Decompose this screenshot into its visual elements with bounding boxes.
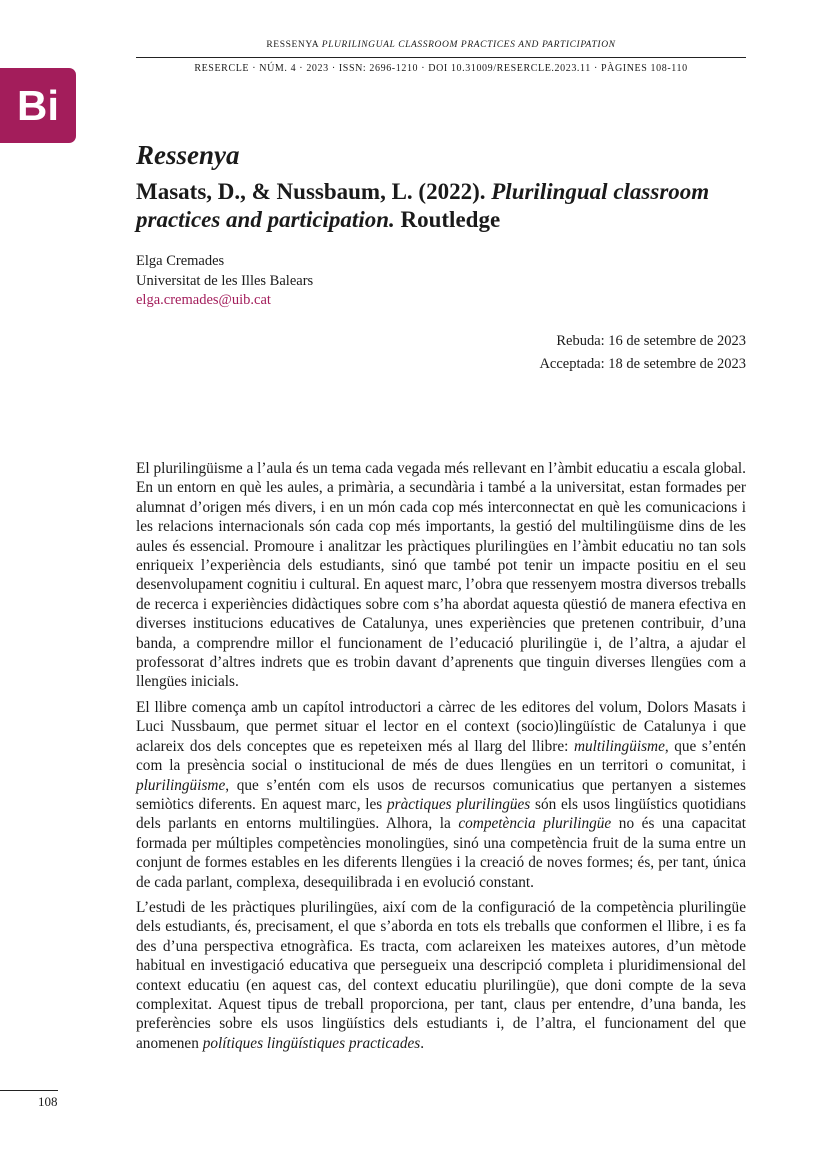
author-email-link[interactable]: elga.cremades@uib.cat <box>136 292 271 308</box>
section-tab-logo: Bi <box>0 68 76 143</box>
header-rule <box>136 57 746 58</box>
body-text <box>136 459 746 1059</box>
author-name: Elga Cremades <box>136 253 225 269</box>
p2-text-c: , que s’entén com els usos de recursos comunicatius que pertanyen a sistemes semiòtics diferents. En aquest marc, les <box>136 776 746 813</box>
running-head <box>136 40 746 50</box>
running-head-journal: RESSENYA <box>266 40 319 50</box>
p2-text-a: El llibre comença amb un capítol introductori a càrrec de les editores del volum, Dolors Masats i Luci Nussbaum, que permet situar el lector en el context (socio)lingüístic de Catalunya i que aclareix dos dels conceptes que es repeteixen més al llarg del llibre: <box>136 698 746 755</box>
issue-line: RESERCLE · NÚM. 4 · 2023 · ISSN: 2696-1210 · DOI 10.31009/RESERCLE.2023.11 · PÀGINES 108-110 <box>194 63 688 74</box>
author-affiliation: Universitat de les Illes Balears <box>136 272 314 289</box>
section-label: Ressenya <box>136 140 240 170</box>
page-number: 108 <box>38 1094 58 1109</box>
p2-text-d: són els usos lingüístics quotidians dels parlants en entorns multilingües. Alhora, la <box>136 795 747 833</box>
paragraph-3 <box>136 898 746 1053</box>
running-head-title: PLURILINGUAL CLASSROOM PRACTICES AND PARTICIPATION <box>321 40 616 50</box>
footer-rule <box>0 1090 58 1091</box>
term-language-policies: polítiques lingüístiques practicades <box>202 1034 421 1052</box>
author-block <box>136 252 313 311</box>
term-plurilingualism: plurilingüisme <box>136 776 226 794</box>
p3-text-b: . <box>420 1034 425 1052</box>
p2-text-b: , que s’entén com la presència social o institucional de més de dues llengües en un territori o comunitat, i <box>136 737 747 775</box>
p2-text-e: no és una capacitat formada per múltiples competències monolingües, sinó una competència fruit de la suma entre un conjunt de formes estables en les diferents llengües i la creació de noves formes; és, per tant, única de cada parlant, complexa, desequilibrada i en evolució constant. <box>136 815 746 891</box>
dates-block <box>539 330 746 376</box>
term-multilingualism: multilingüisme <box>573 737 665 755</box>
term-plurilingual-competence: competència plurilingüe <box>458 815 612 833</box>
paragraph-2 <box>136 698 746 892</box>
title-publisher: Routledge <box>394 207 501 232</box>
term-plurilingual-practices: pràctiques plurilingües <box>387 795 531 813</box>
title-book: Plurilingual classroom practices and participation. <box>136 179 710 232</box>
p3-text-a: L’estudi de les pràctiques plurilingües, així com de la configuració de la competència plurilingüe dels estudiants, és, precisament, el que s’aborda en tots els treballs que conformen el llibre, i es fa des d’una perspectiva etnogràfica. Es tracta, com aclareixen les mateixes autores, d’un mètode habitual en investigació educativa que persegueix una descripció completa i pluridimensional del context educatiu (en aquest cas, del context educatiu plurilingüe), que doni compte de la seva complexitat. Aquest tipus de treball proporciona, per tant, claus per entendre, d’una banda, les preferències sobre els usos lingüístics dels estudiants i, de l’altra, el funcionament del que anomenen <box>136 898 746 1052</box>
paragraph-1: El plurilingüisme a l’aula és un tema cada vegada més rellevant en l’àmbit educatiu a escala global. En un entorn en què les aules, a primària, a secundària i també a la universitat, estan formades per alumnat d’origen més divers, i en un món cada cop més interconnectat en què les comunicacions i les relacions internacionals són cada cop més importants, la gestió del multilingüisme dins de les aules és essencial. Promoure i analitzar les pràctiques plurilingües en l’àmbit educatiu no tan sols enriqueix l’experiència dels estudiants, sinó que també pot tenir un impacte positiu en el seu desenvolupament cognitiu i cultural. En aquest marc, l’obra que ressenyem mostra diversos treballs de recerca i experiències didàctiques sobre com s’ha abordat aquesta qüestió de manera efectiva en diverses institucions educatives de Catalunya, unes experiències que pretenen contribuir, d’una banda, a comprendre millor el funcionament de l’educació plurilingüe i, de l’altra, a ajudar el professorat d’altres indrets que es trobin davant d’aprenents que tinguin diverses llengües com a llengües inicials. <box>136 460 746 691</box>
accepted-date: Acceptada: 18 de setembre de 2023 <box>539 356 746 372</box>
received-date: Rebuda: 16 de setembre de 2023 <box>556 333 746 349</box>
article-title <box>136 178 746 234</box>
title-authors: Masats, D., & Nussbaum, L. (2022). <box>136 179 492 204</box>
